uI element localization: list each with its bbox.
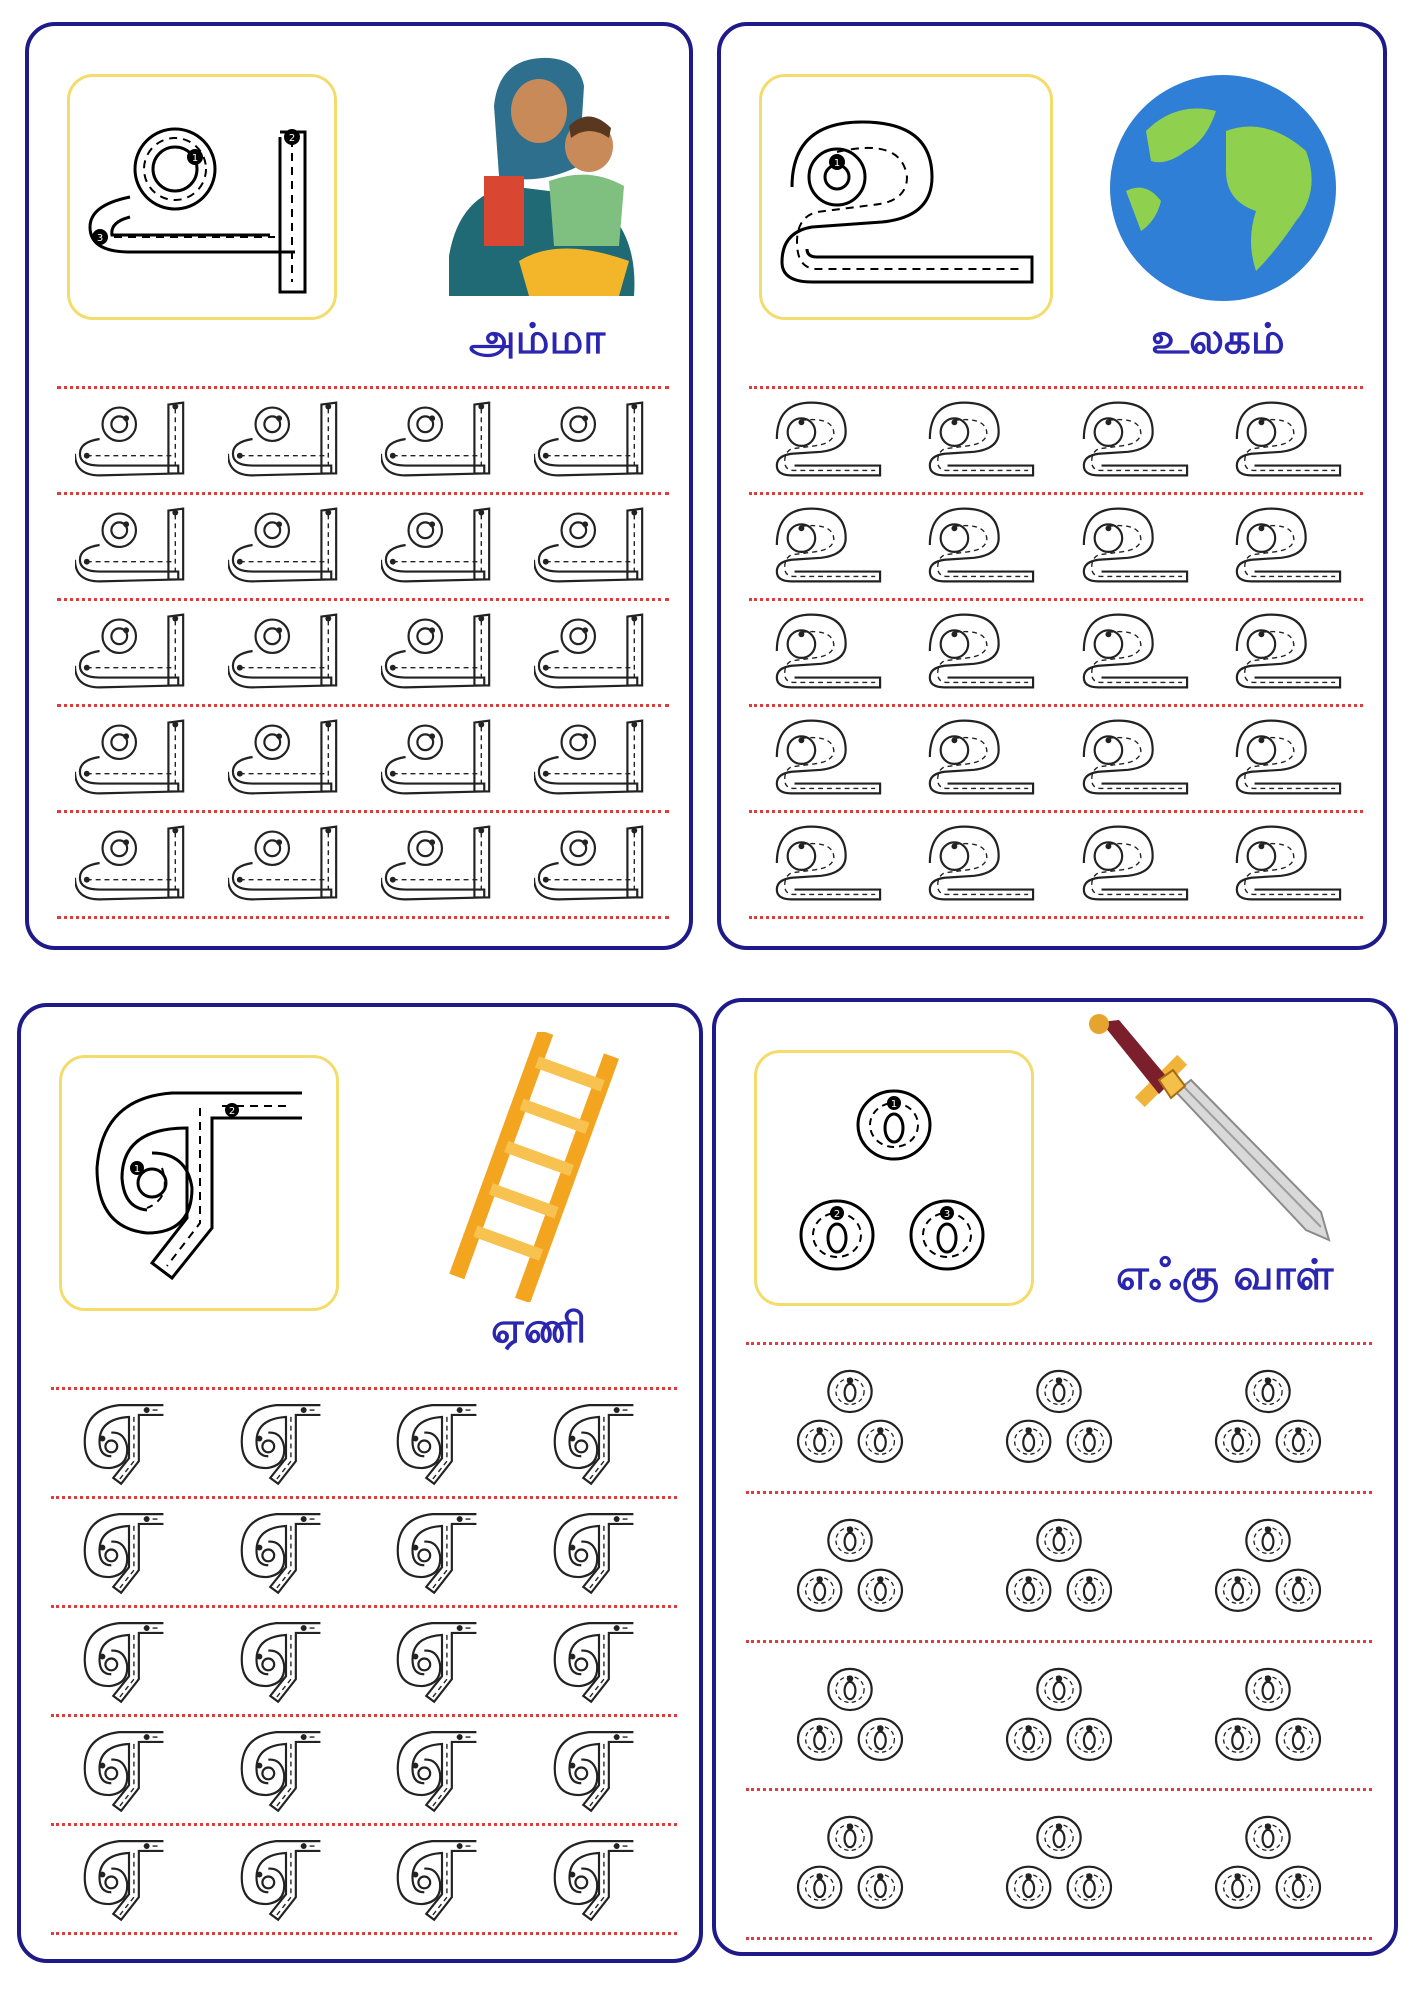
- letter-tracing-guide: [62, 1058, 336, 1308]
- earth-globe-illustration: [1106, 71, 1341, 306]
- tracing-letter-cell[interactable]: [785, 1349, 915, 1484]
- guide-rule: [51, 1823, 677, 1826]
- tracing-letter-cell[interactable]: [381, 393, 499, 485]
- tracing-letter-cell[interactable]: [227, 1612, 345, 1707]
- tracing-letter-cell[interactable]: [75, 393, 193, 485]
- tracing-letter-cell[interactable]: [534, 711, 652, 803]
- guide-rule: [57, 492, 669, 495]
- tracing-letter-cell[interactable]: [75, 711, 193, 803]
- guide-rule: [749, 916, 1363, 919]
- guide-rule: [51, 1387, 677, 1390]
- tracing-letter-cell[interactable]: [1074, 605, 1192, 697]
- tracing-letter-cell[interactable]: [228, 605, 346, 697]
- card-letter-u: [717, 22, 1387, 950]
- guide-rule: [746, 1342, 1372, 1345]
- tracing-letter-cell[interactable]: [1227, 817, 1345, 909]
- guide-rule: [746, 1937, 1372, 1940]
- tracing-letter-cell[interactable]: [1074, 393, 1192, 485]
- svg-text:3: 3: [943, 1209, 951, 1220]
- tracing-letter-cell[interactable]: [994, 1647, 1124, 1782]
- tracing-letter-cell[interactable]: [1074, 817, 1192, 909]
- tracing-letter-cell[interactable]: [75, 499, 193, 591]
- tracing-letter-cell[interactable]: [785, 1498, 915, 1633]
- tracing-letter-cell[interactable]: [383, 1830, 501, 1925]
- practice-grid: [57, 386, 669, 916]
- guide-rule: [746, 1788, 1372, 1791]
- tracing-demo-box: [59, 1055, 339, 1311]
- tracing-letter-cell[interactable]: [381, 499, 499, 591]
- practice-grid: [746, 1342, 1372, 1937]
- letter-tracing-guide: [757, 1053, 1031, 1303]
- tracing-letter-cell[interactable]: [383, 1721, 501, 1816]
- tracing-letter-cell[interactable]: [920, 393, 1038, 485]
- guide-rule: [51, 1714, 677, 1717]
- tracing-letter-cell[interactable]: [70, 1721, 188, 1816]
- tracing-letter-cell[interactable]: [540, 1721, 658, 1816]
- tracing-letter-cell[interactable]: [785, 1795, 915, 1930]
- tracing-letter-cell[interactable]: [1074, 711, 1192, 803]
- guide-rule: [57, 386, 669, 389]
- tracing-letter-cell[interactable]: [381, 605, 499, 697]
- tracing-letter-cell[interactable]: [228, 817, 346, 909]
- tracing-letter-cell[interactable]: [767, 605, 885, 697]
- tracing-letter-cell[interactable]: [920, 711, 1038, 803]
- tracing-letter-cell[interactable]: [540, 1394, 658, 1489]
- guide-rule: [746, 1640, 1372, 1643]
- guide-rule: [57, 916, 669, 919]
- tracing-letter-cell[interactable]: [534, 605, 652, 697]
- svg-text:2: 2: [288, 133, 296, 144]
- guide-rule: [749, 386, 1363, 389]
- svg-text:1: 1: [833, 158, 841, 169]
- tracing-letter-cell[interactable]: [534, 817, 652, 909]
- tracing-letter-cell[interactable]: [1227, 711, 1345, 803]
- tracing-letter-cell[interactable]: [1074, 499, 1192, 591]
- tracing-letter-cell[interactable]: [381, 711, 499, 803]
- tracing-letter-cell[interactable]: [383, 1503, 501, 1598]
- svg-text:3: 3: [96, 233, 104, 244]
- tracing-letter-cell[interactable]: [70, 1394, 188, 1489]
- svg-text:1: 1: [191, 153, 199, 164]
- guide-rule: [749, 810, 1363, 813]
- tracing-letter-cell[interactable]: [381, 817, 499, 909]
- tracing-letter-cell[interactable]: [383, 1394, 501, 1489]
- practice-grid: [749, 386, 1363, 916]
- letter-tracing-guide: [70, 77, 334, 317]
- tracing-letter-cell[interactable]: [767, 711, 885, 803]
- picture-word: ஏணி: [491, 1303, 587, 1352]
- guide-rule: [51, 1496, 677, 1499]
- picture-word: எஃகு வாள்: [1116, 1250, 1334, 1299]
- tracing-letter-cell[interactable]: [70, 1612, 188, 1707]
- tracing-letter-cell[interactable]: [534, 499, 652, 591]
- guide-rule: [51, 1605, 677, 1608]
- tracing-letter-cell[interactable]: [70, 1503, 188, 1598]
- tracing-letter-cell[interactable]: [785, 1647, 915, 1782]
- picture-word: உலகம்: [1151, 314, 1285, 363]
- tracing-letter-cell[interactable]: [994, 1498, 1124, 1633]
- tracing-letter-cell[interactable]: [228, 499, 346, 591]
- tracing-letter-cell[interactable]: [540, 1830, 658, 1925]
- tracing-letter-cell[interactable]: [920, 817, 1038, 909]
- guide-rule: [57, 810, 669, 813]
- tracing-letter-cell[interactable]: [227, 1721, 345, 1816]
- tracing-letter-cell[interactable]: [767, 499, 885, 591]
- guide-rule: [57, 704, 669, 707]
- ladder-illustration: [436, 1032, 636, 1302]
- guide-rule: [57, 598, 669, 601]
- tracing-letter-cell[interactable]: [767, 817, 885, 909]
- svg-text:2: 2: [833, 1209, 841, 1220]
- tracing-demo-box: [754, 1050, 1034, 1306]
- tracing-letter-cell[interactable]: [920, 605, 1038, 697]
- card-letter-a: [25, 22, 693, 950]
- svg-text:1: 1: [890, 1099, 898, 1110]
- guide-rule: [746, 1491, 1372, 1494]
- tracing-letter-cell[interactable]: [1203, 1349, 1333, 1484]
- guide-rule: [749, 598, 1363, 601]
- tracing-letter-cell[interactable]: [228, 393, 346, 485]
- tracing-letter-cell[interactable]: [1227, 393, 1345, 485]
- guide-rule: [749, 704, 1363, 707]
- tracing-letter-cell[interactable]: [70, 1830, 188, 1925]
- tracing-letter-cell[interactable]: [540, 1503, 658, 1598]
- tracing-letter-cell[interactable]: [227, 1394, 345, 1489]
- tracing-letter-cell[interactable]: [994, 1349, 1124, 1484]
- tracing-letter-cell[interactable]: [534, 393, 652, 485]
- tracing-letter-cell[interactable]: [1227, 605, 1345, 697]
- svg-text:1: 1: [133, 1164, 141, 1175]
- tracing-letter-cell[interactable]: [1203, 1498, 1333, 1633]
- tracing-letter-cell[interactable]: [75, 605, 193, 697]
- tracing-letter-cell[interactable]: [228, 711, 346, 803]
- picture-word: அம்மா: [469, 314, 606, 363]
- card-letter-aytham: [712, 998, 1398, 1956]
- tracing-letter-cell[interactable]: [227, 1503, 345, 1598]
- tracing-letter-cell[interactable]: [920, 499, 1038, 591]
- svg-text:2: 2: [228, 1106, 236, 1117]
- letter-tracing-guide: [762, 77, 1050, 317]
- sword-illustration: [1081, 1012, 1346, 1252]
- tracing-letter-cell[interactable]: [227, 1830, 345, 1925]
- tracing-letter-cell[interactable]: [767, 393, 885, 485]
- tracing-letter-cell[interactable]: [994, 1795, 1124, 1930]
- tracing-letter-cell[interactable]: [75, 817, 193, 909]
- tracing-letter-cell[interactable]: [1203, 1647, 1333, 1782]
- tracing-demo-box: [759, 74, 1053, 320]
- guide-rule: [749, 492, 1363, 495]
- tracing-letter-cell[interactable]: [1227, 499, 1345, 591]
- guide-rule: [51, 1932, 677, 1935]
- tracing-demo-box: [67, 74, 337, 320]
- mother-and-child-illustration: [439, 46, 649, 306]
- practice-grid: [51, 1387, 677, 1932]
- card-letter-ae: [17, 1003, 703, 1963]
- tracing-letter-cell[interactable]: [1203, 1795, 1333, 1930]
- tracing-letter-cell[interactable]: [383, 1612, 501, 1707]
- tracing-letter-cell[interactable]: [540, 1612, 658, 1707]
